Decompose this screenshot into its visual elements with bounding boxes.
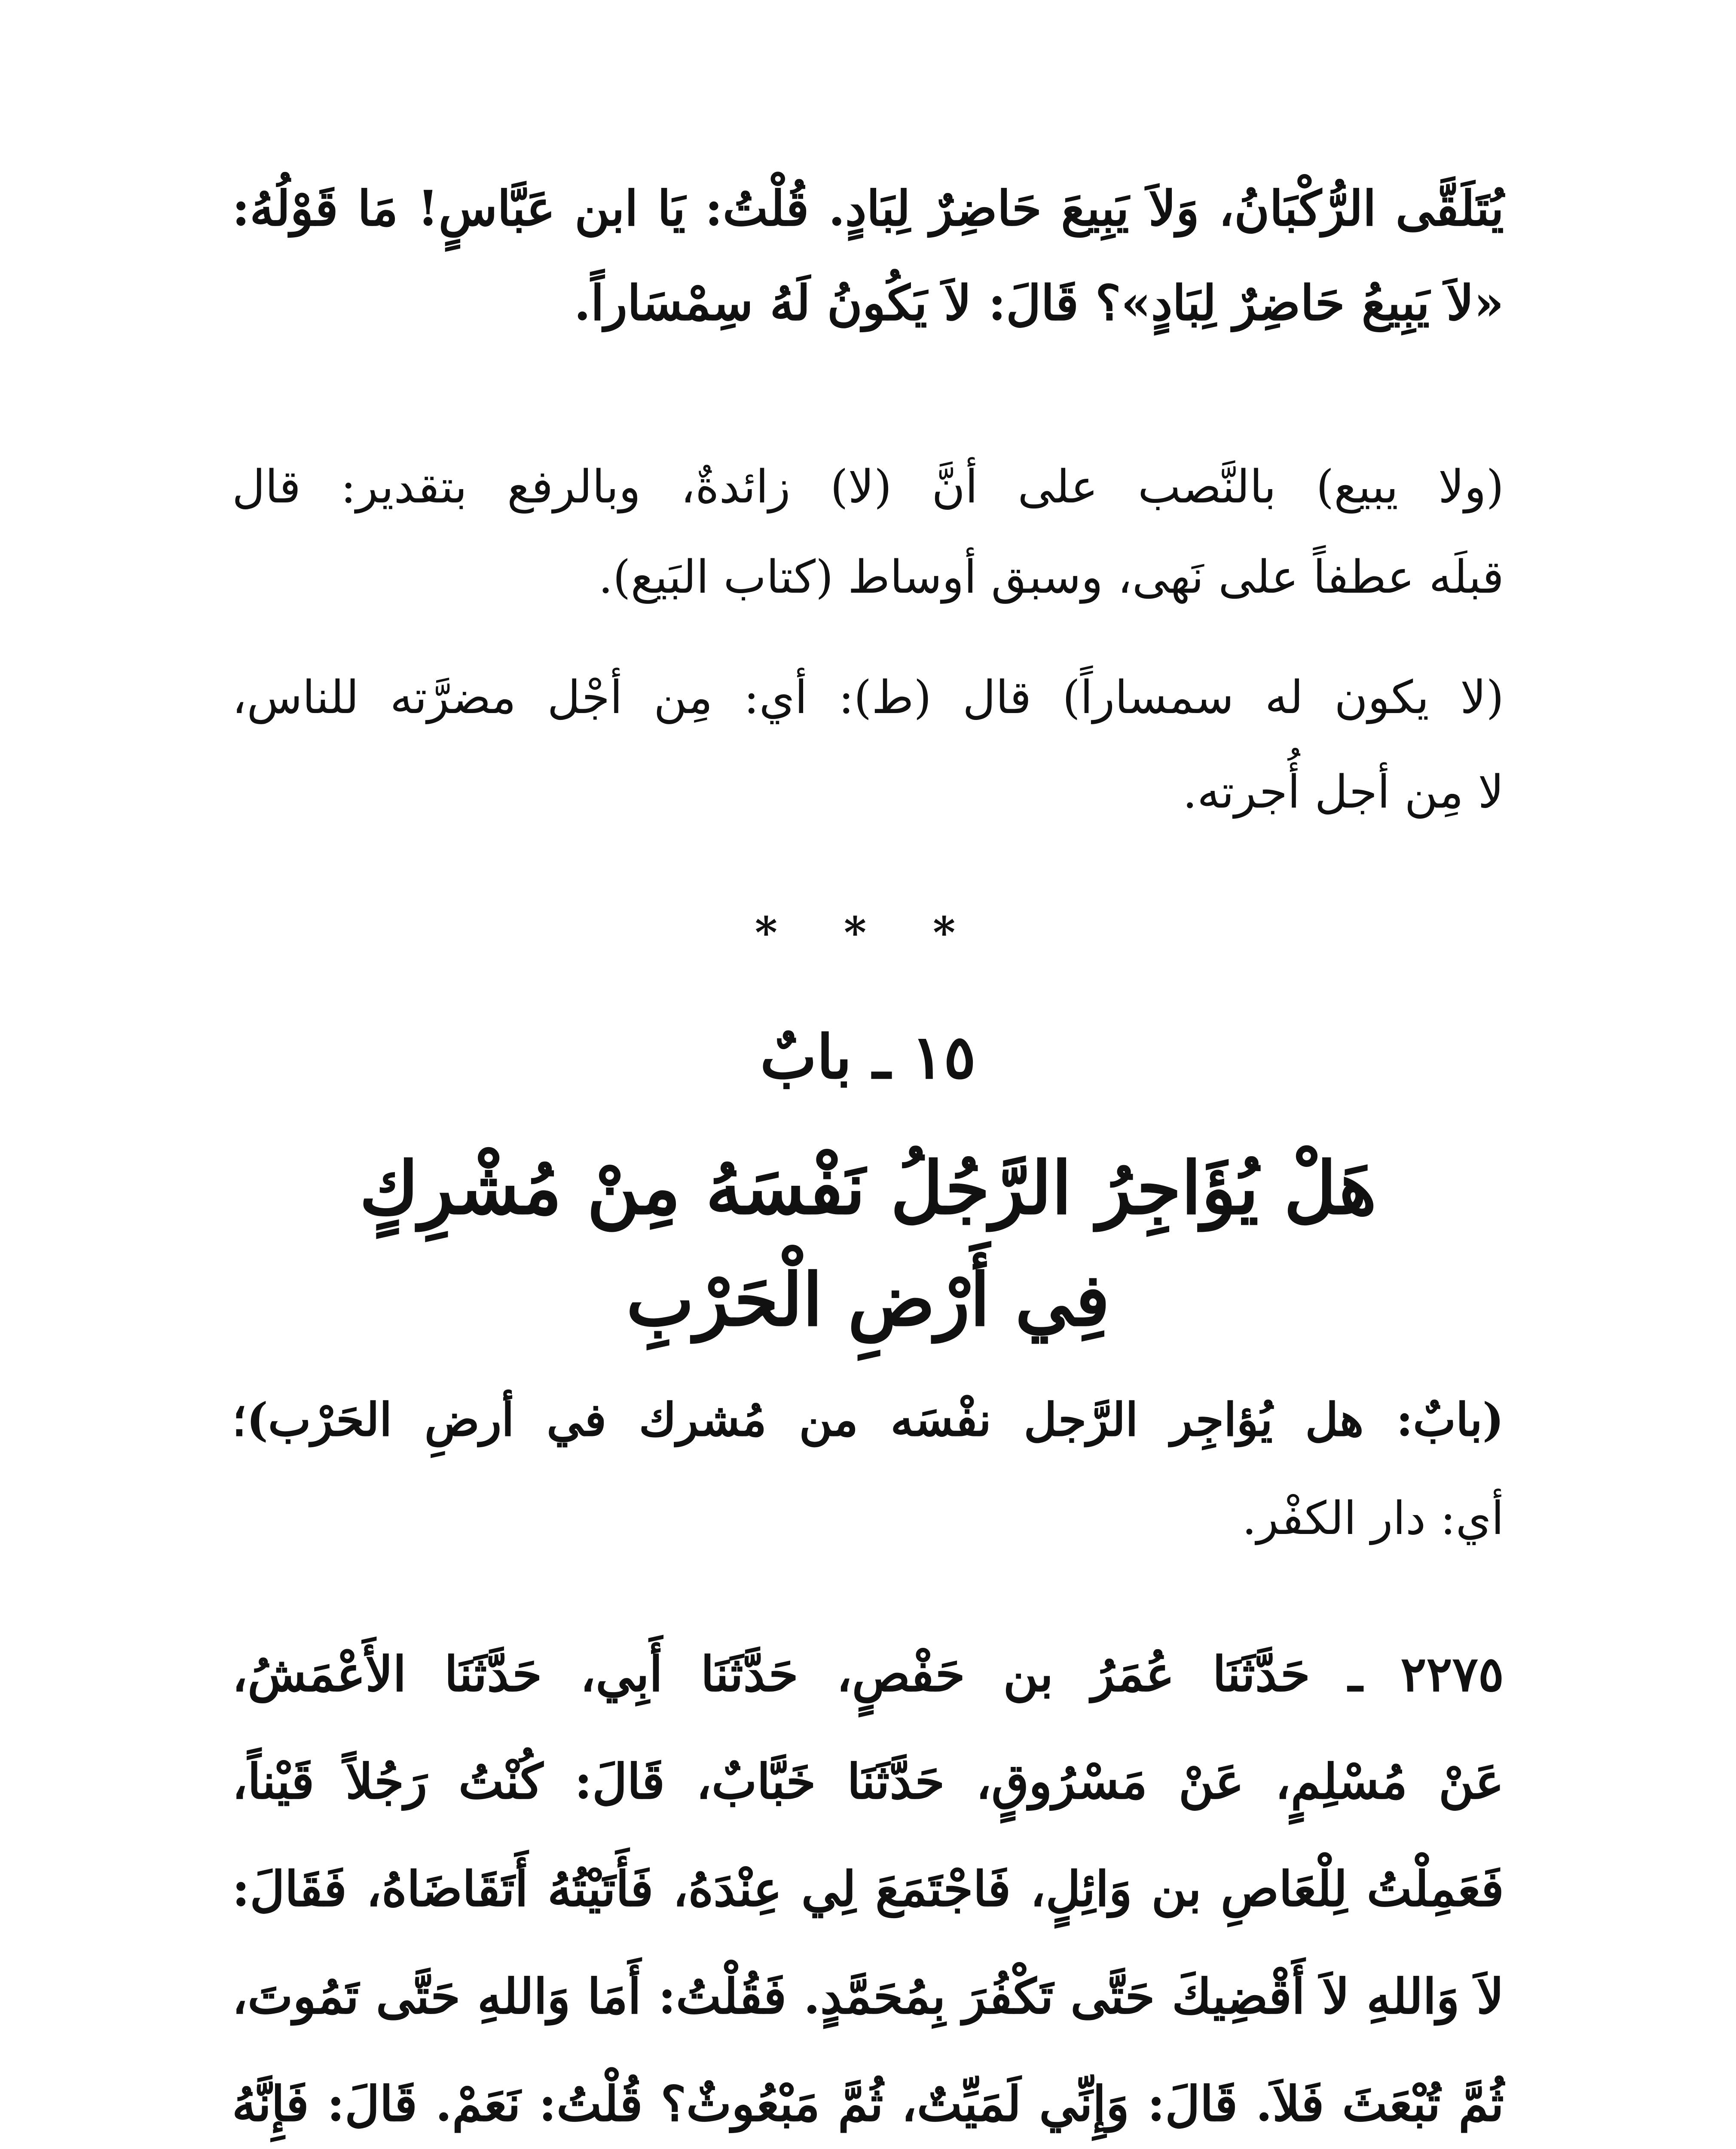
hadith-text-line: فَعَمِلْتُ لِلْعَاصِ بن وَائِلٍ، فَاجْتَمَعَ لِي عِنْدَهُ، فَأَتَيْتُهُ أَتَقَاضَاهُ، فَقَالَ:	[232, 1861, 1504, 1917]
hadith-text-line: يُتَلَقَّى الرُّكْبَانُ، وَلاَ يَبِيعَ حَاضِرٌ لِبَادٍ. قُلْتُ: يَا ابن عَبَّاسٍ! مَا قَوْلُهُ:	[232, 181, 1504, 237]
chapter-commentary-line: (بابٌ: هل يُؤاجِر الرَّجل نفْسَه من مُشرك في أرضِ الحَرْب)؛	[232, 1393, 1504, 1446]
chapter-title-line: هَلْ يُؤَاجِرُ الرَّجُلُ نَفْسَهُ مِنْ مُشْرِكٍ	[359, 1145, 1377, 1231]
hadith-text-line: ٢٢٧٥ ـ حَدَّثَنَا عُمَرُ بن حَفْصٍ، حَدَّثَنَا أَبِي، حَدَّثَنَا الأَعْمَشُ،	[232, 1646, 1504, 1702]
commentary-line: قبلَه عطفاً على نَهى، وسبق أوساط (كتاب البَيع).	[598, 551, 1504, 603]
chapter-number: ١٥ ـ بابٌ	[760, 1022, 976, 1093]
hadith-text-line: ثُمَّ تُبْعَثَ فَلاَ. قَالَ: وَإِنِّي لَمَيِّتٌ، ثُمَّ مَبْعُوثٌ؟ قُلْتُ: نَعَمْ. قَالَ: فَإِنَّهُ	[232, 2076, 1504, 2132]
commentary-line: (لا يكون له سمساراً) قال (ط): أي: مِن أجْل مضرَّته للناس،	[232, 671, 1504, 724]
commentary-line: لا مِن أجل أُجرته.	[1183, 765, 1504, 818]
hadith-text-line: لاَ وَاللهِ لاَ أَقْضِيكَ حَتَّى تَكْفُرَ بِمُحَمَّدٍ. فَقُلْتُ: أَمَا وَاللهِ حَتَّى تَمُوتَ،	[232, 1968, 1504, 2025]
chapter-commentary-line: أي: دار الكفْر.	[1242, 1492, 1504, 1545]
hadith-text-line: عَنْ مُسْلِمٍ، عَنْ مَسْرُوقٍ، حَدَّثَنَا خَبَّابٌ، قَالَ: كُنْتُ رَجُلاً قَيْناً،	[232, 1754, 1504, 1810]
hadith-text-line: «لاَ يَبِيعُ حَاضِرٌ لِبَادٍ»؟ قَالَ: لاَ يَكُونُ لَهُ سِمْسَاراً.	[574, 275, 1504, 331]
section-separator: * * *	[755, 907, 981, 958]
commentary-line: (ولا يبيع) بالنَّصب على أنَّ (لا) زائدةٌ، وبالرفع بتقدير: قال	[232, 460, 1504, 513]
chapter-title-line: فِي أَرْضِ الْحَرْبِ	[626, 1257, 1110, 1342]
